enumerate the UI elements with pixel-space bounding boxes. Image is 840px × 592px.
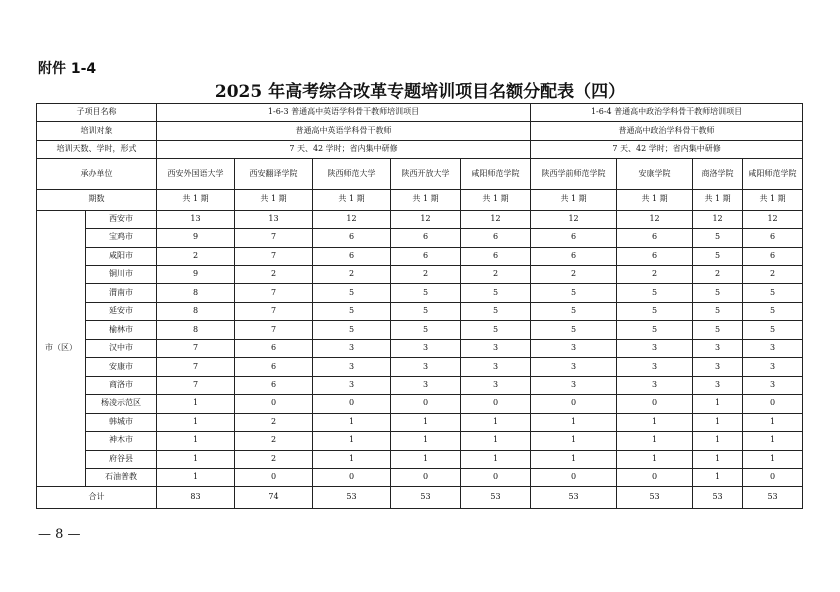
quota-value: 1 [391,413,461,431]
quota-value: 6 [531,247,617,265]
quota-value: 1 [693,468,743,486]
quota-value: 12 [391,210,461,228]
quota-value: 6 [235,376,313,394]
period-count: 共 1 期 [391,190,461,211]
quota-value: 0 [617,395,693,413]
quota-value: 3 [743,339,803,357]
quota-value: 0 [313,468,391,486]
quota-value: 3 [617,358,693,376]
quota-value: 3 [461,339,531,357]
host-unit: 咸阳师范学院 [461,159,531,190]
quota-value: 0 [743,395,803,413]
table-row [37,302,803,320]
quota-value: 0 [391,395,461,413]
quota-value: 1 [313,413,391,431]
total-value: 83 [157,487,235,509]
quota-value: 1 [743,413,803,431]
quota-value: 1 [531,413,617,431]
quota-value: 6 [617,229,693,247]
table-row [37,265,803,283]
quota-value: 5 [531,284,617,302]
quota-value: 3 [391,376,461,394]
city-name: 宝鸡市 [86,229,157,247]
total-value: 53 [531,487,617,509]
quota-value: 5 [693,247,743,265]
table-row [37,284,803,302]
table-row [37,468,803,486]
quota-value: 1 [693,450,743,468]
quota-value: 1 [743,450,803,468]
quota-value: 5 [693,302,743,320]
table-row [37,247,803,265]
quota-value: 3 [531,358,617,376]
quota-value: 0 [235,468,313,486]
quota-value: 1 [313,432,391,450]
quota-value: 3 [693,376,743,394]
quota-value: 0 [391,468,461,486]
quota-value: 1 [157,468,235,486]
period-count: 共 1 期 [235,190,313,211]
total-value: 53 [461,487,531,509]
quota-value: 2 [743,265,803,283]
quota-value: 1 [157,450,235,468]
table-row [37,321,803,339]
quota-value: 7 [235,247,313,265]
city-name: 神木市 [86,432,157,450]
quota-value: 5 [531,321,617,339]
quota-value: 12 [617,210,693,228]
table-row [37,229,803,247]
period-count: 共 1 期 [617,190,693,211]
quota-value: 6 [313,247,391,265]
city-name: 石油普教 [86,468,157,486]
quota-value: 6 [235,339,313,357]
quota-value: 5 [313,302,391,320]
quota-value: 13 [235,210,313,228]
quota-value: 3 [743,376,803,394]
host-unit: 西安外国语大学 [157,159,235,190]
city-name: 韩城市 [86,413,157,431]
quota-value: 12 [693,210,743,228]
total-value: 53 [693,487,743,509]
quota-value: 3 [531,339,617,357]
quota-value: 6 [531,229,617,247]
city-name: 渭南市 [86,284,157,302]
quota-value: 1 [461,450,531,468]
quota-value: 7 [235,284,313,302]
quota-value: 1 [461,432,531,450]
quota-value: 7 [235,229,313,247]
quota-value: 1 [157,432,235,450]
quota-value: 1 [693,413,743,431]
quota-value: 0 [617,468,693,486]
schedule-label: 培训天数、学时，形式 [37,140,157,158]
project-target-2: 普通高中政治学科骨干教师 [531,122,803,140]
project-target-1: 普通高中英语学科骨干教师 [157,122,531,140]
quota-value: 1 [531,450,617,468]
quota-value: 6 [391,229,461,247]
total-value: 53 [617,487,693,509]
quota-value: 0 [313,395,391,413]
period-count: 共 1 期 [693,190,743,211]
periods-label: 期数 [37,190,157,211]
quota-value: 0 [531,468,617,486]
host-unit: 咸阳师范学院 [743,159,803,190]
quota-value: 1 [693,395,743,413]
quota-value: 1 [157,395,235,413]
quota-value: 6 [235,358,313,376]
host-unit: 陕西师范大学 [313,159,391,190]
quota-value: 9 [157,229,235,247]
city-name: 咸阳市 [86,247,157,265]
table-row [37,210,803,228]
quota-value: 3 [313,376,391,394]
quota-value: 3 [743,358,803,376]
quota-value: 2 [235,265,313,283]
quota-value: 6 [313,229,391,247]
quota-value: 7 [157,376,235,394]
table-row [37,358,803,376]
attachment-label: 附件 1-4 [38,61,97,77]
quota-value: 5 [617,302,693,320]
page-number: — 8 — [38,527,81,542]
quota-value: 1 [531,432,617,450]
quota-value: 6 [391,247,461,265]
total-value: 53 [391,487,461,509]
project-name-2: 1-6-4 普通高中政治学科骨干教师培训项目 [531,104,803,122]
quota-value: 5 [743,321,803,339]
quota-value: 2 [693,265,743,283]
table-row [37,432,803,450]
quota-value: 2 [235,432,313,450]
quota-value: 0 [531,395,617,413]
table-row [37,395,803,413]
quota-value: 9 [157,265,235,283]
quota-value: 2 [313,265,391,283]
quota-value: 5 [313,284,391,302]
quota-value: 6 [743,247,803,265]
quota-value: 5 [313,321,391,339]
quota-value: 3 [313,339,391,357]
city-name: 汉中市 [86,339,157,357]
quota-value: 3 [461,358,531,376]
quota-value: 1 [461,413,531,431]
quota-value: 12 [743,210,803,228]
sub-project-label: 子项目名称 [37,104,157,122]
quota-value: 6 [617,247,693,265]
quota-value: 5 [461,284,531,302]
host-unit: 商洛学院 [693,159,743,190]
host-unit: 陕西开放大学 [391,159,461,190]
quota-value: 5 [391,321,461,339]
quota-value: 6 [743,229,803,247]
quota-value: 3 [461,376,531,394]
quota-value: 2 [531,265,617,283]
total-value: 74 [235,487,313,509]
city-name: 榆林市 [86,321,157,339]
quota-value: 3 [531,376,617,394]
total-value: 53 [313,487,391,509]
quota-value: 3 [313,358,391,376]
total-value: 53 [743,487,803,509]
quota-value: 5 [461,302,531,320]
table-row [37,376,803,394]
quota-value: 5 [461,321,531,339]
quota-value: 5 [617,284,693,302]
quota-value: 13 [157,210,235,228]
page-title: 2025 年高考综合改革专题培训项目名额分配表（四） [214,82,626,102]
period-count: 共 1 期 [157,190,235,211]
city-name: 铜川市 [86,265,157,283]
quota-value: 1 [617,413,693,431]
quota-value: 3 [617,339,693,357]
quota-value: 3 [391,339,461,357]
quota-value: 5 [693,229,743,247]
quota-value: 7 [235,321,313,339]
quota-value: 2 [235,413,313,431]
region-label: 市（区） [37,210,86,487]
quota-value: 2 [235,450,313,468]
quota-value: 0 [461,395,531,413]
period-count: 共 1 期 [461,190,531,211]
total-row [37,487,803,509]
quota-value: 8 [157,284,235,302]
city-name: 府谷县 [86,450,157,468]
quota-value: 1 [391,450,461,468]
city-name: 安康市 [86,358,157,376]
period-count: 共 1 期 [743,190,803,211]
quota-value: 5 [693,321,743,339]
quota-value: 0 [461,468,531,486]
city-name: 延安市 [86,302,157,320]
city-name: 西安市 [86,210,157,228]
total-label: 合计 [37,487,157,509]
quota-value: 8 [157,302,235,320]
quota-value: 6 [461,247,531,265]
quota-value: 7 [157,339,235,357]
quota-value: 1 [743,432,803,450]
quota-value: 5 [391,284,461,302]
quota-value: 2 [157,247,235,265]
quota-value: 5 [617,321,693,339]
quota-value: 1 [617,432,693,450]
quota-value: 5 [743,284,803,302]
quota-value: 1 [693,432,743,450]
quota-value: 1 [313,450,391,468]
quota-value: 1 [157,413,235,431]
quota-value: 5 [743,302,803,320]
host-unit: 西安翻译学院 [235,159,313,190]
target-label: 培训对象 [37,122,157,140]
quota-value: 2 [617,265,693,283]
quota-value: 12 [531,210,617,228]
quota-value: 5 [693,284,743,302]
quota-value: 1 [391,432,461,450]
period-count: 共 1 期 [313,190,391,211]
quota-value: 3 [617,376,693,394]
quota-value: 7 [157,358,235,376]
quota-value: 7 [235,302,313,320]
quota-value: 8 [157,321,235,339]
period-count: 共 1 期 [531,190,617,211]
table-row [37,339,803,357]
project-name-1: 1-6-3 普通高中英语学科骨干教师培训项目 [157,104,531,122]
quota-value: 12 [461,210,531,228]
quota-value: 3 [693,358,743,376]
city-name: 商洛市 [86,376,157,394]
project-schedule-1: 7 天、42 学时；省内集中研修 [157,140,531,158]
quota-value: 5 [391,302,461,320]
quota-value: 1 [617,450,693,468]
quota-value: 12 [313,210,391,228]
city-name: 杨凌示范区 [86,395,157,413]
quota-value: 3 [391,358,461,376]
host-unit: 安康学院 [617,159,693,190]
quota-value: 0 [743,468,803,486]
host-unit: 陕西学前师范学院 [531,159,617,190]
quota-value: 3 [693,339,743,357]
quota-value: 2 [391,265,461,283]
quota-value: 2 [461,265,531,283]
quota-value: 0 [235,395,313,413]
quota-table [36,103,803,509]
table-row [37,450,803,468]
table-row [37,413,803,431]
host-label: 承办单位 [37,159,157,190]
quota-value: 5 [531,302,617,320]
quota-value: 6 [461,229,531,247]
project-schedule-2: 7 天、42 学时；省内集中研修 [531,140,803,158]
